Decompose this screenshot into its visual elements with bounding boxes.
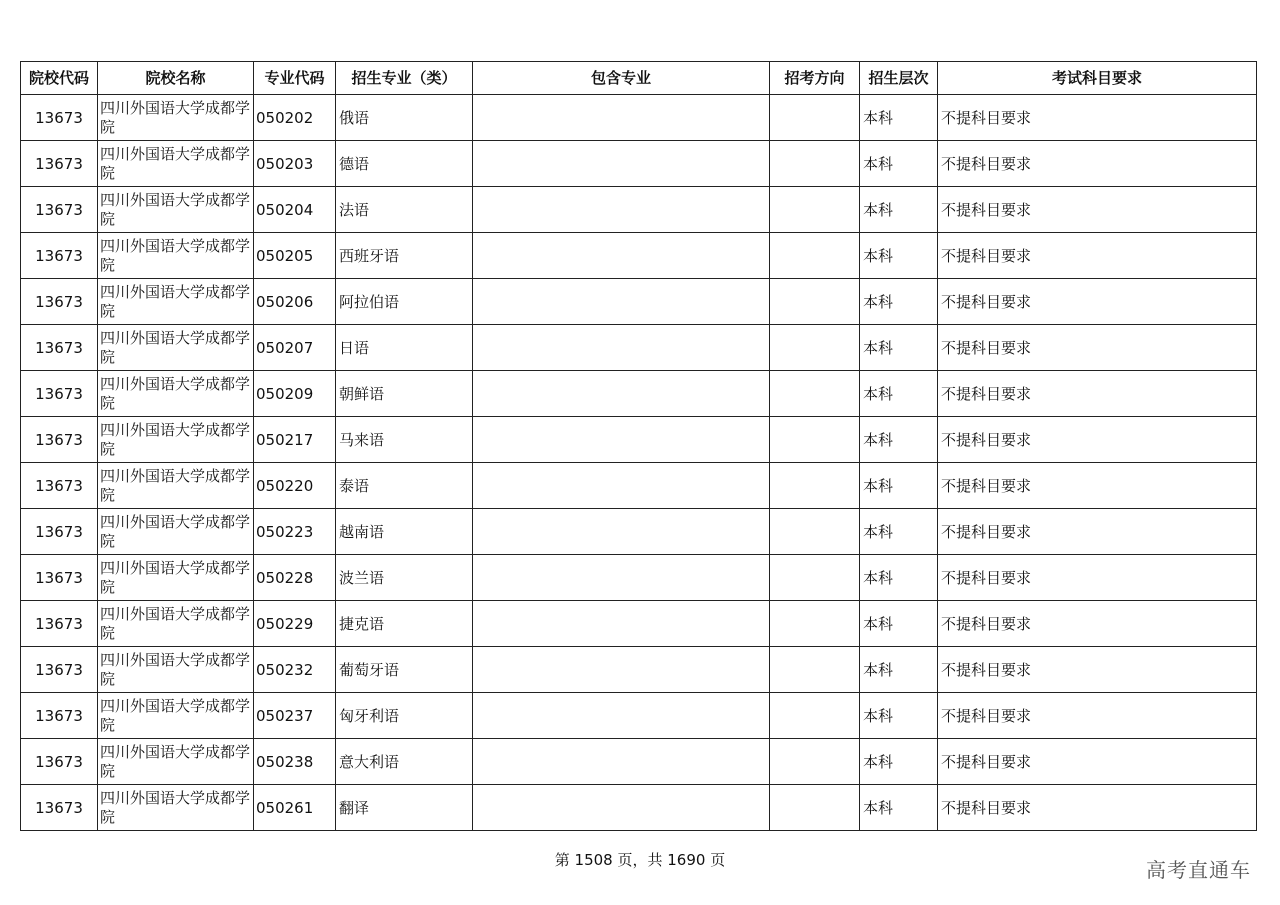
cell-major-code: 050209 xyxy=(254,371,336,417)
cell-major-code: 050238 xyxy=(254,739,336,785)
cell-subject-requirement: 不提科目要求 xyxy=(938,141,1257,187)
cell-included-majors xyxy=(473,647,770,693)
cell-subject-requirement: 不提科目要求 xyxy=(938,509,1257,555)
cell-major-code: 050205 xyxy=(254,233,336,279)
cell-direction xyxy=(770,555,860,601)
cell-direction xyxy=(770,463,860,509)
cell-major: 朝鲜语 xyxy=(336,371,473,417)
table-row xyxy=(21,785,1257,831)
cell-level: 本科 xyxy=(860,601,938,647)
header-subject-requirement: 考试科目要求 xyxy=(938,62,1257,95)
cell-included-majors xyxy=(473,141,770,187)
cell-school-name: 四川外国语大学成都学院 xyxy=(98,371,254,417)
cell-direction xyxy=(770,647,860,693)
cell-school-code: 13673 xyxy=(21,325,98,371)
cell-direction xyxy=(770,509,860,555)
cell-school-code: 13673 xyxy=(21,601,98,647)
cell-major-code: 050228 xyxy=(254,555,336,601)
cell-direction xyxy=(770,325,860,371)
cell-school-code: 13673 xyxy=(21,463,98,509)
cell-school-code: 13673 xyxy=(21,509,98,555)
cell-school-name: 四川外国语大学成都学院 xyxy=(98,739,254,785)
cell-major-code: 050229 xyxy=(254,601,336,647)
cell-included-majors xyxy=(473,371,770,417)
cell-school-code: 13673 xyxy=(21,371,98,417)
cell-school-name: 四川外国语大学成都学院 xyxy=(98,463,254,509)
cell-included-majors xyxy=(473,325,770,371)
cell-major: 西班牙语 xyxy=(336,233,473,279)
cell-included-majors xyxy=(473,693,770,739)
cell-subject-requirement: 不提科目要求 xyxy=(938,693,1257,739)
table-row xyxy=(21,647,1257,693)
cell-major: 俄语 xyxy=(336,95,473,141)
cell-included-majors xyxy=(473,601,770,647)
cell-included-majors xyxy=(473,739,770,785)
cell-major: 捷克语 xyxy=(336,601,473,647)
cell-level: 本科 xyxy=(860,141,938,187)
cell-school-code: 13673 xyxy=(21,417,98,463)
cell-included-majors xyxy=(473,417,770,463)
cell-level: 本科 xyxy=(860,187,938,233)
cell-subject-requirement: 不提科目要求 xyxy=(938,555,1257,601)
cell-level: 本科 xyxy=(860,463,938,509)
cell-school-name: 四川外国语大学成都学院 xyxy=(98,279,254,325)
cell-level: 本科 xyxy=(860,371,938,417)
cell-school-code: 13673 xyxy=(21,233,98,279)
cell-major: 翻译 xyxy=(336,785,473,831)
cell-included-majors xyxy=(473,233,770,279)
admission-table xyxy=(20,61,1257,831)
cell-level: 本科 xyxy=(860,233,938,279)
cell-major: 意大利语 xyxy=(336,739,473,785)
cell-subject-requirement: 不提科目要求 xyxy=(938,417,1257,463)
cell-major-code: 050206 xyxy=(254,279,336,325)
cell-direction xyxy=(770,601,860,647)
table-row xyxy=(21,187,1257,233)
watermark-text: 高考直通车 xyxy=(1146,858,1251,882)
cell-subject-requirement: 不提科目要求 xyxy=(938,325,1257,371)
table-row xyxy=(21,371,1257,417)
cell-subject-requirement: 不提科目要求 xyxy=(938,601,1257,647)
cell-school-code: 13673 xyxy=(21,785,98,831)
cell-subject-requirement: 不提科目要求 xyxy=(938,739,1257,785)
table-row xyxy=(21,601,1257,647)
cell-major-code: 050217 xyxy=(254,417,336,463)
cell-included-majors xyxy=(473,785,770,831)
cell-subject-requirement: 不提科目要求 xyxy=(938,785,1257,831)
cell-school-name: 四川外国语大学成都学院 xyxy=(98,95,254,141)
cell-school-name: 四川外国语大学成都学院 xyxy=(98,509,254,555)
cell-included-majors xyxy=(473,187,770,233)
cell-subject-requirement: 不提科目要求 xyxy=(938,95,1257,141)
cell-school-name: 四川外国语大学成都学院 xyxy=(98,601,254,647)
cell-school-code: 13673 xyxy=(21,647,98,693)
cell-major-code: 050223 xyxy=(254,509,336,555)
cell-subject-requirement: 不提科目要求 xyxy=(938,233,1257,279)
cell-included-majors xyxy=(473,463,770,509)
cell-direction xyxy=(770,785,860,831)
cell-school-name: 四川外国语大学成都学院 xyxy=(98,693,254,739)
cell-direction xyxy=(770,141,860,187)
cell-level: 本科 xyxy=(860,95,938,141)
cell-school-code: 13673 xyxy=(21,739,98,785)
cell-major: 波兰语 xyxy=(336,555,473,601)
cell-school-code: 13673 xyxy=(21,279,98,325)
cell-major: 泰语 xyxy=(336,463,473,509)
table-row xyxy=(21,95,1257,141)
cell-major: 匈牙利语 xyxy=(336,693,473,739)
cell-major-code: 050232 xyxy=(254,647,336,693)
table-row xyxy=(21,509,1257,555)
table-row xyxy=(21,141,1257,187)
cell-direction xyxy=(770,417,860,463)
cell-level: 本科 xyxy=(860,325,938,371)
cell-included-majors xyxy=(473,509,770,555)
cell-subject-requirement: 不提科目要求 xyxy=(938,463,1257,509)
cell-level: 本科 xyxy=(860,693,938,739)
cell-direction xyxy=(770,739,860,785)
cell-school-name: 四川外国语大学成都学院 xyxy=(98,555,254,601)
cell-major-code: 050220 xyxy=(254,463,336,509)
cell-direction xyxy=(770,95,860,141)
cell-included-majors xyxy=(473,95,770,141)
cell-school-name: 四川外国语大学成都学院 xyxy=(98,417,254,463)
cell-subject-requirement: 不提科目要求 xyxy=(938,187,1257,233)
table-row xyxy=(21,739,1257,785)
cell-level: 本科 xyxy=(860,509,938,555)
cell-major: 日语 xyxy=(336,325,473,371)
page-number: 第 1508 页，共 1690 页 xyxy=(554,851,726,869)
cell-major: 葡萄牙语 xyxy=(336,647,473,693)
cell-school-name: 四川外国语大学成都学院 xyxy=(98,187,254,233)
cell-major-code: 050207 xyxy=(254,325,336,371)
cell-major: 阿拉伯语 xyxy=(336,279,473,325)
cell-school-name: 四川外国语大学成都学院 xyxy=(98,647,254,693)
table-row xyxy=(21,555,1257,601)
header-school-code: 院校代码 xyxy=(21,62,98,95)
cell-school-name: 四川外国语大学成都学院 xyxy=(98,141,254,187)
cell-major-code: 050202 xyxy=(254,95,336,141)
table-row xyxy=(21,325,1257,371)
table-row xyxy=(21,693,1257,739)
cell-level: 本科 xyxy=(860,555,938,601)
cell-major-code: 050237 xyxy=(254,693,336,739)
cell-direction xyxy=(770,279,860,325)
cell-major: 德语 xyxy=(336,141,473,187)
header-included-majors: 包含专业 xyxy=(473,62,770,95)
cell-direction xyxy=(770,693,860,739)
table-body xyxy=(21,95,1257,831)
cell-direction xyxy=(770,371,860,417)
table-row xyxy=(21,233,1257,279)
cell-level: 本科 xyxy=(860,739,938,785)
header-major: 招生专业（类） xyxy=(336,62,473,95)
header-direction: 招考方向 xyxy=(770,62,860,95)
cell-school-code: 13673 xyxy=(21,187,98,233)
header-row xyxy=(21,62,1257,95)
header-major-code: 专业代码 xyxy=(254,62,336,95)
cell-included-majors xyxy=(473,555,770,601)
cell-school-name: 四川外国语大学成都学院 xyxy=(98,785,254,831)
cell-major-code: 050204 xyxy=(254,187,336,233)
cell-direction xyxy=(770,187,860,233)
cell-school-name: 四川外国语大学成都学院 xyxy=(98,325,254,371)
cell-level: 本科 xyxy=(860,647,938,693)
cell-major: 越南语 xyxy=(336,509,473,555)
cell-subject-requirement: 不提科目要求 xyxy=(938,647,1257,693)
cell-level: 本科 xyxy=(860,279,938,325)
cell-major-code: 050203 xyxy=(254,141,336,187)
header-school-name: 院校名称 xyxy=(98,62,254,95)
cell-major: 马来语 xyxy=(336,417,473,463)
cell-school-code: 13673 xyxy=(21,95,98,141)
cell-subject-requirement: 不提科目要求 xyxy=(938,279,1257,325)
cell-school-code: 13673 xyxy=(21,555,98,601)
cell-school-name: 四川外国语大学成都学院 xyxy=(98,233,254,279)
cell-major-code: 050261 xyxy=(254,785,336,831)
cell-included-majors xyxy=(473,279,770,325)
table-row xyxy=(21,417,1257,463)
table-row xyxy=(21,279,1257,325)
cell-subject-requirement: 不提科目要求 xyxy=(938,371,1257,417)
cell-level: 本科 xyxy=(860,417,938,463)
cell-level: 本科 xyxy=(860,785,938,831)
cell-school-code: 13673 xyxy=(21,141,98,187)
table-row xyxy=(21,463,1257,509)
cell-direction xyxy=(770,233,860,279)
cell-school-code: 13673 xyxy=(21,693,98,739)
cell-major: 法语 xyxy=(336,187,473,233)
header-level: 招生层次 xyxy=(860,62,938,95)
